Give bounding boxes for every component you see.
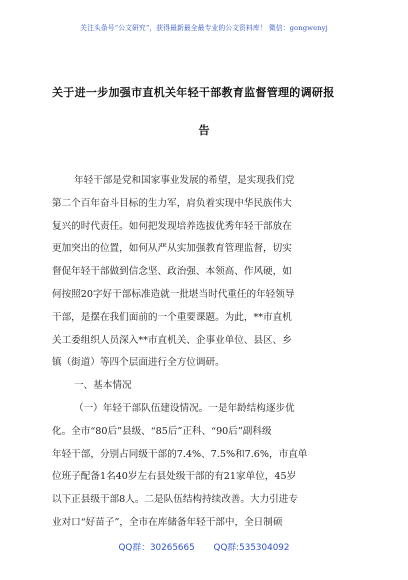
- paragraph-line: 镇（街道）等四个层面进行全方位调研。: [52, 357, 225, 369]
- subsection-line: （一）年轻干部队伍建设情况。一是年龄结构逐步优: [74, 402, 295, 414]
- qq-group-2: QQ群:535304092: [213, 543, 290, 553]
- qq-group-1: QQ群：30265665: [118, 543, 195, 553]
- paragraph-line: 年轻干部，分别占同级干部的7.4%、7.5%和7.6%，市直单: [52, 448, 308, 460]
- paragraph-line: 化。全市“80后”县级、“85后”正科、“90后”副科级: [52, 425, 272, 437]
- paragraph-line: 关工委组织人员深入**市直机关、企事业单位、县区、乡: [52, 334, 292, 346]
- paragraph-line: 业对口“好苗子”，全市在库储备年轻干部中，全日制硕: [52, 516, 283, 528]
- paragraph-line: 年轻干部是党和国家事业发展的希望，是实现我们党: [74, 175, 295, 186]
- document-title-line-1: 关于进一步加强市直机关年轻干部教育监督管理的调研报: [52, 86, 335, 99]
- paragraph-line: 第二个百年奋斗目标的生力军，肩负着实现中华民族伟大: [52, 197, 292, 209]
- paragraph-line: 何按照20字好干部标准造就一批堪当时代重任的年轻领导: [52, 288, 295, 300]
- paragraph-line: 位班子配备1名40岁左右县处级干部的有21家单位，45岁: [52, 471, 297, 483]
- paragraph-line: 复兴的时代责任。如何把发现培养选拔优秀年轻干部放在: [52, 220, 292, 232]
- section-heading: 一、基本情况: [74, 380, 132, 392]
- paragraph-line: 更加突出的位置，如何从严从实加强教育管理监督，切实: [52, 243, 292, 255]
- paragraph-line: 督促年轻干部做到信念坚、政治强、本领高、作风硬，如: [52, 266, 292, 278]
- document-title-line-2: 告: [198, 124, 210, 137]
- contact-footer: [0, 540, 408, 553]
- promo-banner: 关注头条号“公文研究”，获得最新最全最专业的公文资料库！ 微信：gongwenyj: [80, 24, 328, 32]
- document-body: [52, 170, 362, 535]
- paragraph-line: 以下正县级干部8人。二是队伍结构持续改善。大力引进专: [52, 494, 298, 506]
- paragraph-line: 干部，是摆在我们面前的一个重要课题。为此，**市直机: [52, 311, 292, 323]
